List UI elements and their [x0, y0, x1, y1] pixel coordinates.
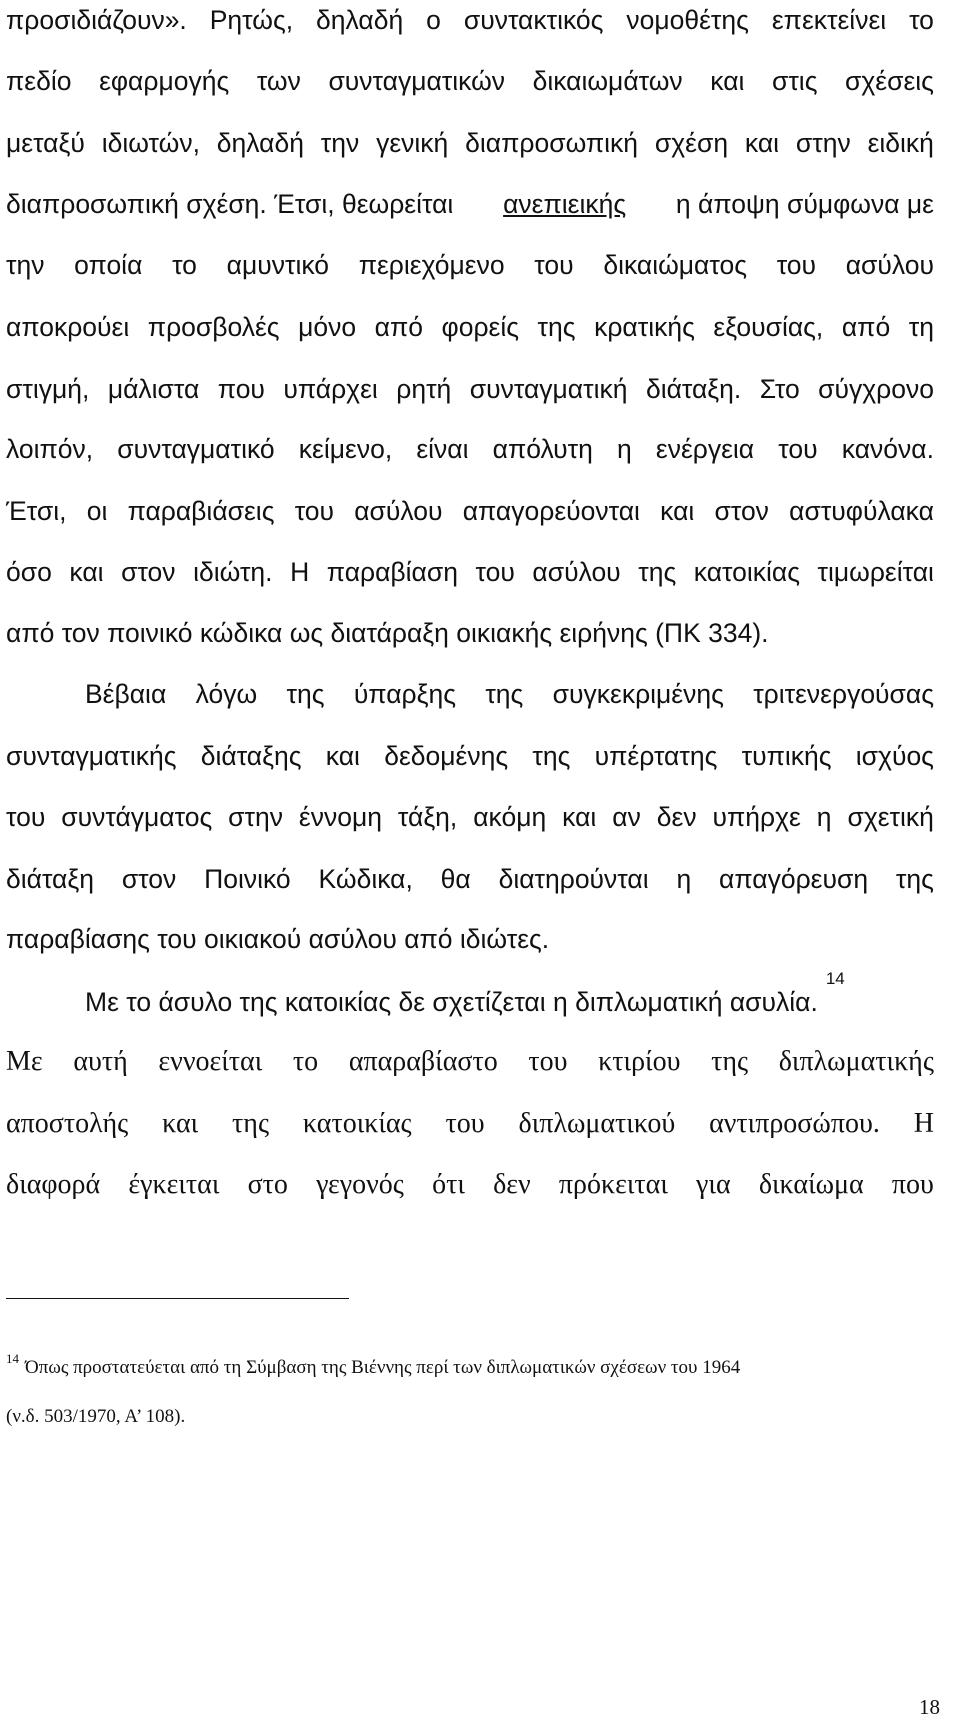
word: του [528, 1046, 568, 1077]
paragraph-2-line-1 [85, 677, 934, 711]
word: κατοικίας [693, 557, 800, 587]
word: λοιπόν, [6, 434, 94, 464]
word: κτιρίου [598, 1046, 681, 1077]
word: παραβιάσεις [127, 496, 275, 526]
word: φορείς [441, 312, 519, 342]
page-number: 18 [919, 1695, 940, 1719]
word: τριτενεργούσας [753, 679, 934, 709]
body-line-9 [6, 494, 934, 528]
word: των [256, 66, 301, 96]
body-line-4-after: η άποψη σύμφωνα με [675, 189, 934, 219]
word: συνταγματικών [328, 66, 506, 96]
word: αποστολής [6, 1108, 129, 1139]
word: γενική [376, 128, 449, 158]
word: απόλυτη [492, 434, 593, 464]
body-line-5 [6, 248, 934, 282]
word: την [6, 250, 45, 280]
footnote-mark: 14 [6, 1351, 19, 1366]
word: Ποινικό [204, 864, 291, 894]
word: διάταξη [6, 864, 94, 894]
word: και [710, 66, 745, 96]
word: της [232, 1108, 270, 1139]
word: αν [612, 802, 641, 832]
word: μεταξύ [6, 128, 85, 158]
word: Έτσι, [6, 496, 67, 526]
word: και [69, 557, 104, 587]
word: ρητή [396, 374, 452, 404]
word: δηλαδή [316, 5, 404, 35]
word: η [616, 434, 632, 464]
word: Κώδικα, [318, 864, 413, 894]
word: οποία [74, 250, 143, 280]
word: διαφορά [6, 1169, 101, 1200]
word: διαπροσωπική [465, 128, 639, 158]
word: θα [440, 864, 471, 894]
footnote-reference[interactable]: 14 [825, 969, 845, 988]
word: διατηρούνται [498, 864, 649, 894]
word: νομοθέτης [626, 5, 749, 35]
word: απαγορεύονται [462, 496, 640, 526]
word: ιδιώτη. [193, 557, 273, 587]
word: συγκεκριμένης [552, 679, 724, 709]
word: ενέργεια [655, 434, 755, 464]
word: του [534, 250, 574, 280]
word: ιδιωτών, [101, 128, 200, 158]
word: περιεχόμενο [358, 250, 505, 280]
body-line-4-before: διαπροσωπική σχέση. Έτσι, θεωρείται [6, 189, 454, 219]
footnote-line-1 [6, 1351, 741, 1382]
word: Με [6, 1046, 43, 1077]
word: απαγόρευση [719, 864, 869, 894]
word: εφαρμογής [99, 66, 230, 96]
word: δικαιώματος [603, 250, 747, 280]
word: σχέση [654, 128, 729, 158]
word: εξουσίας, [713, 312, 824, 342]
word: στην [795, 128, 851, 158]
word: του [6, 802, 46, 832]
word: κρατικής [594, 312, 695, 342]
word: όσο [6, 557, 52, 587]
word: του [776, 250, 817, 280]
body-line-1 [6, 3, 934, 37]
word: δικαίωμα [758, 1169, 864, 1200]
body-line-10 [6, 555, 934, 589]
word: ειδική [867, 128, 934, 158]
word: που [891, 1169, 934, 1200]
word: και [562, 802, 597, 832]
word: στις [771, 66, 818, 96]
word: του [778, 434, 818, 464]
word: προσιδιάζουν». [6, 5, 187, 35]
footnote-separator [6, 1298, 349, 1299]
word: γεγονός [316, 1169, 404, 1200]
word: συνταγματικό [117, 434, 275, 464]
word: της [532, 741, 571, 771]
word: τιμωρείται [817, 557, 934, 587]
word: τυπικής [741, 741, 832, 771]
word: μάλιστα [107, 374, 200, 404]
word: έννομη [298, 802, 382, 832]
word: πεδίο [6, 66, 72, 96]
word: υπήρχε [712, 802, 801, 832]
word: δεν [493, 1169, 531, 1200]
word: της [638, 557, 677, 587]
word: πρόκειται [558, 1169, 668, 1200]
word: προσβολές [147, 312, 280, 342]
word: ισχύος [855, 741, 934, 771]
word: εννοείται [158, 1046, 263, 1077]
word: συνταγματική [469, 374, 628, 404]
body-line-8 [6, 432, 934, 466]
word: δεδομένης [384, 741, 509, 771]
word: για [696, 1169, 731, 1200]
word: δικαιωμάτων [532, 66, 683, 96]
word: Η [290, 557, 310, 587]
word: ότι [432, 1169, 465, 1200]
paragraph-3-line-3 [6, 1107, 934, 1141]
word: της [711, 1046, 749, 1077]
word: και [744, 128, 780, 158]
word: το [292, 1046, 319, 1077]
word: Η [913, 1108, 934, 1139]
word: δεν [656, 802, 697, 832]
word: έγκειται [128, 1169, 220, 1200]
word: στον [121, 864, 177, 894]
word: ο [426, 5, 441, 35]
paragraph-2-line-3 [6, 800, 934, 834]
word: συνταγματικής [6, 741, 177, 771]
word: παραβίαση [326, 557, 458, 587]
word: την [320, 128, 360, 158]
word: ασύλου [845, 250, 934, 280]
word: σύγχρονο [818, 374, 934, 404]
word: ασύλου [354, 496, 443, 526]
footnote-text-1: Όπως προστατεύεται από τη Σύμβαση της Βιέννης περί των διπλωματικών σχέσεων του 1964 [25, 1357, 741, 1378]
word: της [895, 864, 934, 894]
word: ακόμη [473, 802, 547, 832]
word: της [485, 679, 524, 709]
paragraph-2-line-5: παραβίασης του οικιακού ασύλου από ιδιώτες. [6, 924, 550, 954]
word: αποκρούει [6, 312, 130, 342]
word: επεκτείνει [771, 5, 887, 35]
body-line-6 [6, 310, 934, 344]
paragraph-2-line-4 [6, 862, 934, 896]
word: το [172, 250, 197, 280]
word: αστυφύλακα [789, 496, 934, 526]
word: του [475, 557, 515, 587]
word: αμυντικό [226, 250, 329, 280]
word: μόνο [298, 312, 357, 342]
word: της [286, 679, 325, 709]
word: η [676, 864, 692, 894]
paragraph-3-first-text: Με το άσυλο της κατοικίας δε σχετίζεται η διπλωματική ασυλία. [85, 987, 818, 1017]
paragraph-3-line-1 [85, 969, 934, 1019]
word: συντάγματος [61, 802, 213, 832]
word: τη [908, 312, 934, 342]
word: κατοικίας [302, 1108, 412, 1139]
word: στον [121, 557, 176, 587]
word: διπλωματικού [518, 1108, 676, 1139]
word: υπέρτατης [594, 741, 718, 771]
word: διάταξη. [645, 374, 742, 404]
word: αντιπροσώπου. [709, 1108, 880, 1139]
paragraph-3-line-2 [6, 1045, 934, 1079]
word: Στο [759, 374, 800, 404]
word: διπλωματικής [778, 1046, 934, 1077]
word: κανόνα. [841, 434, 934, 464]
word: συντακτικός [463, 5, 604, 35]
word: τάξη, [397, 802, 458, 832]
word: στον [714, 496, 769, 526]
body-line-2 [6, 64, 934, 98]
word: είναι [416, 434, 469, 464]
word: δηλαδή [216, 128, 304, 158]
paragraph-3-line-4 [6, 1168, 934, 1202]
word: στο [247, 1169, 288, 1200]
footnote-line-2: (ν.δ. 503/1970, Α’ 108). [6, 1406, 186, 1427]
word: και [660, 496, 695, 526]
word: η [816, 802, 832, 832]
word: από [841, 312, 891, 342]
body-line-3 [6, 126, 934, 160]
word: σχετική [847, 802, 934, 832]
word: το [909, 5, 934, 35]
word: απαραβίαστο [348, 1046, 498, 1077]
underlined-word: ανεπιεικής [503, 189, 627, 219]
word: υπάρχει [283, 374, 378, 404]
word: του [445, 1108, 485, 1139]
word: Ρητώς, [209, 5, 294, 35]
body-line-11: από τον ποινικό κώδικα ως διατάραξη οικιακής ειρήνης (ΠΚ 334). [6, 618, 769, 648]
word: και [162, 1108, 199, 1139]
word: στην [228, 802, 283, 832]
body-line-7 [6, 372, 934, 406]
word: και [325, 741, 360, 771]
word: που [217, 374, 265, 404]
word: ασύλου [532, 557, 621, 587]
word: της [537, 312, 576, 342]
body-line-4 [6, 187, 934, 221]
word: Βέβαια [85, 679, 167, 709]
word: ύπαρξης [353, 679, 456, 709]
word: στιγμή, [6, 374, 90, 404]
word: από [374, 312, 423, 342]
word: οι [86, 496, 108, 526]
word: αυτή [73, 1046, 128, 1077]
paragraph-2-line-2 [6, 739, 934, 773]
word: του [294, 496, 335, 526]
word: διάταξης [200, 741, 302, 771]
word: σχέσεις [845, 66, 934, 96]
word: κείμενο, [298, 434, 393, 464]
word: λόγω [195, 679, 258, 709]
